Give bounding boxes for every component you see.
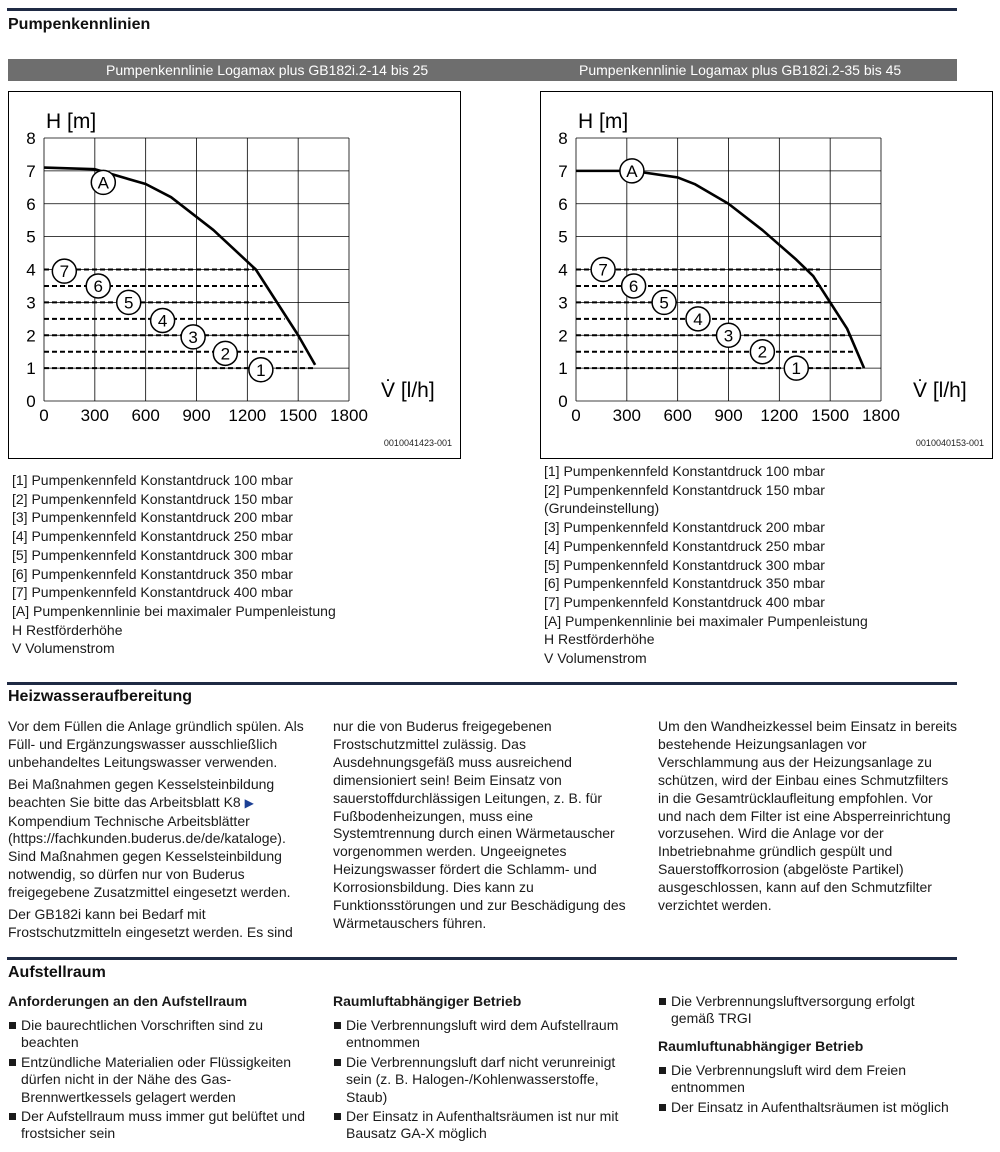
series-marker-label: 2	[220, 344, 231, 364]
chart-image-code: 0010041423-001	[383, 438, 452, 448]
paragraph	[8, 776, 308, 902]
x-tick-label: 1800	[330, 406, 368, 425]
series-marker-label: 7	[59, 262, 70, 282]
list-item: Der Einsatz in Aufenthaltsräumen ist möglich	[658, 1099, 958, 1116]
subheading-anforderungen: Anforderungen an den Aufstellraum	[8, 993, 248, 1009]
section-title-pumpenkennlinien: Pumpenkennlinien	[8, 16, 151, 33]
pump-chart-right	[540, 91, 993, 459]
x-tick-label: 0	[39, 406, 49, 425]
legend-left	[12, 471, 336, 658]
list-item: Die Verbrennungsluft wird dem Aufstellraum entnommen	[333, 1017, 633, 1052]
legend-item: [7] Pumpenkennfeld Konstantdruck 400 mbar	[12, 584, 293, 601]
subheading-raumluftabhaengig: Raumluftabhängiger Betrieb	[333, 993, 522, 1009]
aufstellraum-column-2	[333, 993, 633, 1145]
x-axis-label: V̇ [l/h]	[381, 379, 435, 402]
legend-item: [5] Pumpenkennfeld Konstantdruck 300 mbar	[544, 556, 825, 573]
paragraph: Der GB182i kann bei Bedarf mit Frostschutzmitteln eingesetzt werden. Es sind	[8, 906, 293, 940]
paragraph-text: Kompendium Technische Arbeitsblätter (https://fachkunden.buderus.de/de/kataloge). Sind Maßnahmen gegen Kesselsteinbildung notwendig, so dürfen nur von Buderus freigegebene Zusatzmittel eingesetzt werden.	[8, 812, 291, 901]
list-item: Der Aufstellraum muss immer gut belüftet und frostsicher sein	[8, 1108, 310, 1143]
legend-item: [A] Pumpenkennlinie bei maximaler Pumpenleistung	[12, 602, 336, 619]
series-marker-label: 1	[791, 359, 802, 379]
x-tick-label: 1500	[811, 406, 850, 425]
series-marker-label: 3	[188, 327, 198, 347]
legend-item: [7] Pumpenkennfeld Konstantdruck 400 mbar	[544, 593, 825, 610]
legend-item: [4] Pumpenkennfeld Konstantdruck 250 mbar	[544, 537, 825, 554]
legend-right	[544, 462, 868, 668]
aufstellraum-column-3	[658, 993, 958, 1118]
chart-title-right: Pumpenkennlinie Logamax plus GB182i.2-35 bis 45	[579, 62, 902, 78]
pump-chart-left	[8, 91, 461, 459]
x-tick-label: 600	[663, 406, 692, 425]
series-marker-label: 6	[93, 276, 103, 296]
section-rule	[7, 957, 957, 960]
series-marker-label: 5	[659, 293, 669, 313]
legend-item: [2] Pumpenkennfeld Konstantdruck 150 mbar	[544, 481, 825, 498]
y-tick-label: 1	[558, 359, 568, 379]
y-tick-label: 2	[558, 326, 568, 346]
legend-item: [3] Pumpenkennfeld Konstantdruck 200 mbar	[12, 509, 293, 526]
legend-item: H Restförderhöhe	[12, 621, 123, 638]
y-tick-label: 7	[558, 161, 568, 181]
list-item: Die baurechtlichen Vorschriften sind zu beachten	[8, 1017, 310, 1052]
series-marker-label: 2	[757, 342, 768, 362]
list-item: Die Verbrennungsluftversorgung erfolgt gemäß TRGI	[658, 993, 958, 1028]
subheading-raumluftunabhaengig: Raumluftunabhängiger Betrieb	[658, 1037, 864, 1054]
y-tick-label: 3	[26, 293, 36, 313]
y-tick-label: 3	[558, 293, 568, 313]
series-marker-label: 1	[256, 360, 266, 380]
section-rule	[7, 682, 957, 685]
legend-item: [A] Pumpenkennlinie bei maximaler Pumpenleistung	[544, 612, 868, 629]
pump-chart-left-svg	[9, 92, 460, 458]
legend-item: [5] Pumpenkennfeld Konstantdruck 300 mbar	[12, 546, 293, 563]
chart-image-code: 0010040153-001	[915, 438, 984, 448]
y-axis-label: H [m]	[578, 110, 629, 133]
series-marker-label: 4	[693, 309, 703, 329]
legend-item: [2] Pumpenkennfeld Konstantdruck 150 mbar	[12, 490, 293, 507]
anforderungen-list	[8, 1017, 310, 1143]
x-tick-label: 1200	[760, 406, 799, 425]
legend-item: [4] Pumpenkennfeld Konstantdruck 250 mbar	[12, 528, 293, 545]
series-marker-label: A	[97, 173, 109, 193]
x-tick-label: 0	[571, 406, 581, 425]
series-marker-label: 7	[598, 260, 608, 280]
list-item: Die Verbrennungsluft darf nicht verunreinigt sein (z. B. Halogen-/Kohlenwasserstoffe, Staub)	[333, 1054, 633, 1106]
x-tick-label: 1500	[279, 406, 318, 425]
y-tick-label: 8	[558, 129, 568, 148]
legend-item: H Restförderhöhe	[544, 631, 655, 648]
section-title-heizwasser: Heizwasseraufbereitung	[8, 688, 193, 705]
triangle-right-icon: ▶	[244, 795, 254, 810]
section-title-aufstellraum: Aufstellraum	[8, 964, 106, 981]
y-tick-label: 2	[26, 326, 36, 346]
heizwasser-column-1	[8, 718, 308, 946]
legend-item: V Volumenstrom	[544, 650, 647, 667]
y-tick-label: 8	[26, 129, 36, 148]
y-tick-label: 0	[558, 392, 568, 411]
x-tick-label: 900	[182, 406, 211, 425]
x-tick-label: 900	[714, 406, 743, 425]
heizwasser-column-3	[658, 718, 958, 919]
y-tick-label: 6	[26, 194, 36, 214]
series-marker-label: 3	[723, 326, 734, 346]
trgi-list	[658, 993, 958, 1028]
legend-item: [6] Pumpenkennfeld Konstantdruck 350 mbar	[12, 565, 293, 582]
aufstellraum-column-1	[8, 993, 310, 1145]
section-rule	[7, 8, 957, 11]
x-axis-label: V̇ [l/h]	[913, 379, 967, 402]
y-tick-label: 5	[558, 227, 568, 247]
x-tick-label: 300	[612, 406, 642, 425]
charts-header-bar	[8, 59, 957, 81]
legend-item: V Volumenstrom	[12, 640, 115, 657]
x-tick-label: 1800	[862, 406, 900, 425]
y-tick-label: 4	[558, 260, 568, 280]
y-tick-label: 0	[26, 392, 36, 411]
list-item: Entzündliche Materialien oder Flüssigkeiten dürfen nicht in der Nähe des Gas-Brennwertkessels gelagert werden	[8, 1054, 310, 1106]
x-tick-label: 1200	[228, 406, 267, 425]
x-tick-label: 600	[131, 406, 160, 425]
legend-item: [3] Pumpenkennfeld Konstantdruck 200 mbar	[544, 519, 825, 536]
y-tick-label: 5	[26, 227, 36, 247]
list-item: Die Verbrennungsluft wird dem Freien entnommen	[658, 1062, 958, 1097]
paragraph-text: Bei Maßnahmen gegen Kesselsteinbildung beachten Sie bitte das Arbeitsblatt K8	[8, 775, 275, 810]
y-tick-label: 4	[26, 260, 36, 280]
y-tick-label: 1	[26, 359, 36, 379]
series-marker-label: 6	[628, 276, 639, 296]
legend-item: [1] Pumpenkennfeld Konstantdruck 100 mbar	[12, 472, 293, 488]
pump-chart-right-svg	[541, 92, 992, 458]
y-tick-label: 6	[558, 194, 568, 214]
raumluftunabhaengig-list	[658, 1062, 958, 1116]
raumluftabhaengig-list	[333, 1017, 633, 1143]
chart-title-left: Pumpenkennlinie Logamax plus GB182i.2-14 bis 25	[106, 62, 429, 78]
x-tick-label: 300	[80, 406, 110, 425]
legend-item: [1] Pumpenkennfeld Konstantdruck 100 mbar	[544, 463, 825, 479]
legend-item: (Grundeinstellung)	[544, 500, 660, 517]
heizwasser-column-2	[333, 718, 633, 937]
y-axis-label: H [m]	[46, 110, 97, 133]
series-marker-label: 5	[123, 293, 134, 313]
paragraph: Um den Wandheizkessel beim Einsatz in bereits bestehende Heizungsanlagen vor Verschlammung aus der Heizungsanlage zu schützen, wird der Einbau eines Schmutzfilters in die Gesamtrücklaufleitung empfohlen. Vor und nach dem Filter ist eine Absperreinrichtung vorzusehen. Wird die Anlage vor der Inbetriebnahme gründlich gespült und Sauerstoffkorrosion (abgelöste Partikel) ausgeschlossen, kann auf den Schmutzfilter verzichtet werden.	[658, 718, 958, 914]
series-marker-label: A	[626, 161, 638, 181]
list-item: Der Einsatz in Aufenthaltsräumen ist nur mit Bausatz GA-X möglich	[333, 1108, 633, 1143]
series-marker-label: 4	[157, 311, 168, 331]
paragraph: Vor dem Füllen die Anlage gründlich spülen. Als Füll- und Ergänzungswasser ausschließlich unbehandeltes Leitungswasser verwenden.	[8, 718, 304, 770]
paragraph: nur die von Buderus freigegebenen Frostschutzmittel zulässig. Das Ausdehnungsgefäß muss ausreichend dimensioniert sein! Beim Einsatz von sauerstoffdurchlässigen Leitungen, z. B. für Fußbodenheizungen, muss eine Systemtrennung durch einen Wärmetauscher vorgenommen werden. Ungeeignetes Heizungswasser fördert die Schlamm- und Korrosionsbildung. Dies kann zu Funktionsstörungen und zur Beschädigung des Wärmetauschers führen.	[333, 718, 626, 931]
y-tick-label: 7	[26, 161, 36, 181]
legend-item: [6] Pumpenkennfeld Konstantdruck 350 mbar	[544, 575, 825, 592]
